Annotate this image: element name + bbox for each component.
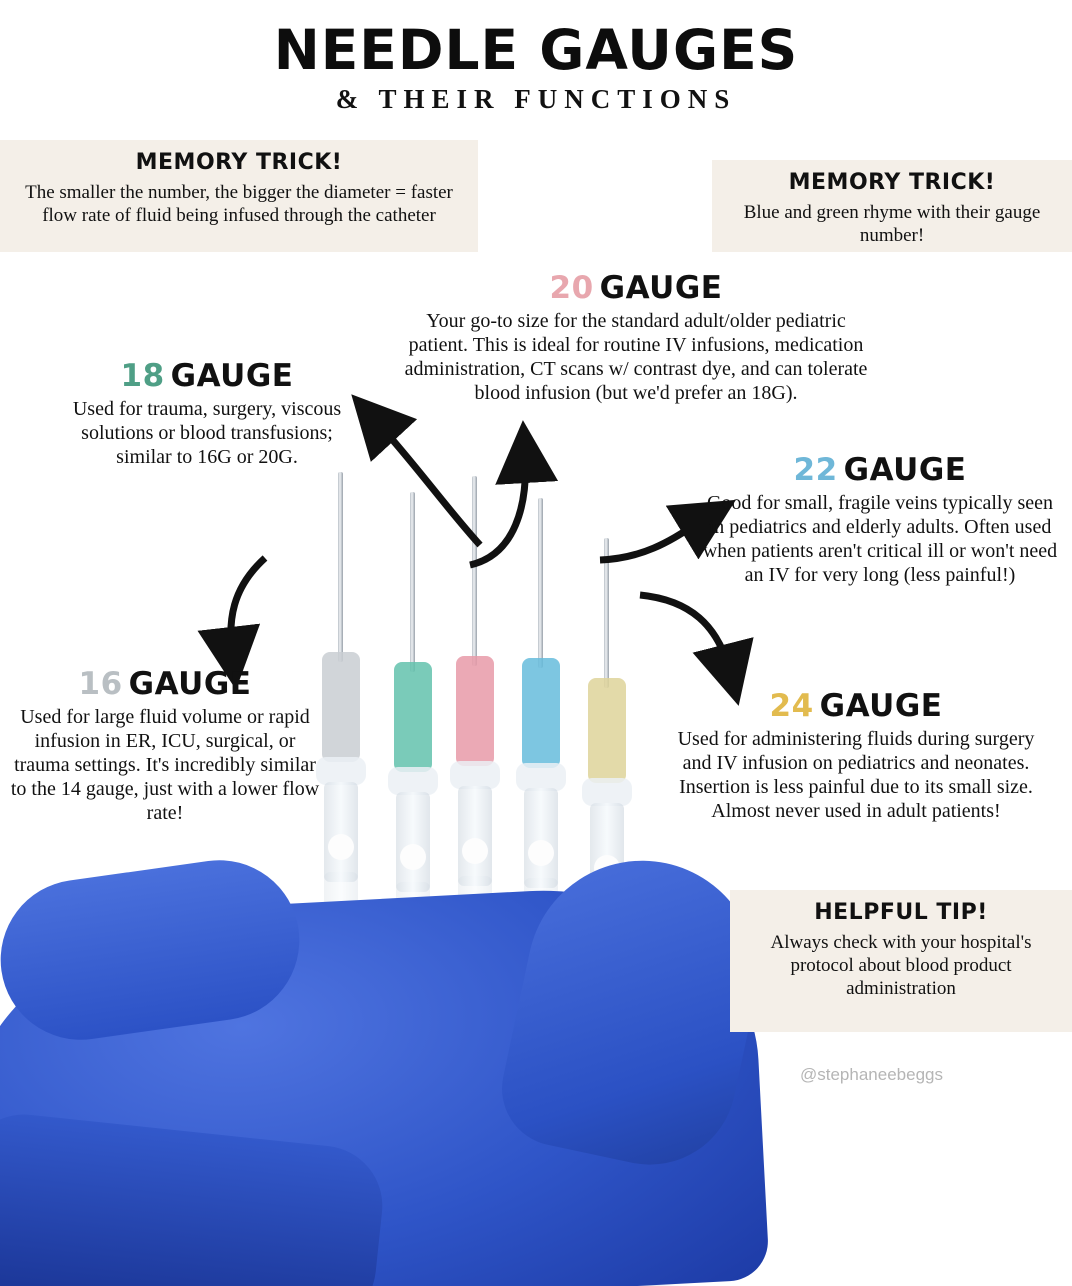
needle-plunger: [462, 838, 488, 864]
needle-plunger: [328, 834, 354, 860]
needle-plunger: [528, 840, 554, 866]
needle-shaft: [410, 492, 415, 672]
needle-shaft: [472, 476, 477, 666]
gauge-number: 18: [120, 358, 165, 394]
page-title: NEEDLE GAUGES: [273, 18, 799, 82]
gauge-block-18: [72, 358, 342, 469]
note-body: The smaller the number, the bigger the diameter = faster flow rate of fluid being infused through the catheter: [25, 181, 453, 226]
gauge-block-22: [700, 452, 1060, 587]
helpful-tip: [730, 890, 1072, 1032]
needle-shaft: [604, 538, 609, 688]
gauge-label: GAUGE: [599, 270, 723, 306]
gauge-label: GAUGE: [128, 666, 252, 702]
gauge-heading: [72, 358, 342, 395]
gauge-description: Used for trauma, surgery, viscous solutions or blood transfusions; similar to 16G or 20G.: [72, 398, 342, 469]
note-heading: HELPFUL TIP!: [814, 900, 988, 925]
needle-wings: [516, 763, 566, 791]
needle-wings: [450, 761, 500, 789]
needle-wings: [388, 767, 438, 795]
gauge-block-24: [676, 688, 1036, 823]
needle-hub: [522, 658, 560, 768]
needle-barrel: [324, 782, 358, 882]
needle-hub: [394, 662, 432, 772]
gauge-description: Used for large fluid volume or rapid infusion in ER, ICU, surgical, or trauma settings. It's incredibly similar to the 14 gauge, just with a lower flow rate!: [10, 706, 320, 825]
memory-trick-right: [712, 160, 1072, 252]
gauge-block-20: [400, 270, 872, 405]
watermark: @stephaneebeggs: [800, 1065, 943, 1084]
gauge-number: 20: [549, 270, 594, 306]
needle-hub: [588, 678, 626, 783]
needle-wings: [316, 757, 366, 785]
needle-plunger: [400, 844, 426, 870]
needle-barrel: [396, 792, 430, 892]
gauge-heading: [10, 666, 320, 703]
memory-trick-left: [0, 140, 478, 252]
needle-barrel: [458, 786, 492, 886]
gauge-description: Good for small, fragile veins typically seen in pediatrics and elderly adults. Often used when patients aren't critical ill or won't need an IV for very long (less painful!): [702, 492, 1058, 587]
gauge-label: GAUGE: [170, 358, 294, 394]
gauge-number: 16: [78, 666, 123, 702]
note-heading: MEMORY TRICK!: [788, 170, 996, 195]
gauge-number: 22: [793, 452, 838, 488]
gauge-label: GAUGE: [819, 688, 943, 724]
note-body: Always check with your hospital's protocol about blood product administration: [770, 931, 1032, 1000]
gauge-number: 24: [769, 688, 814, 724]
needle-shaft: [338, 472, 343, 662]
gauge-heading: [676, 688, 1036, 725]
gauge-description: Used for administering fluids during surgery and IV infusion on pediatrics and neonates. Insertion is less painful due to its small size. Almost never used in adult patients!: [677, 728, 1035, 823]
gauge-block-16: [10, 666, 320, 825]
page-subtitle: & THEIR FUNCTIONS: [335, 84, 737, 114]
needle-wings: [582, 778, 632, 806]
note-body: Blue and green rhyme with their gauge number!: [743, 201, 1041, 246]
needle-shaft: [538, 498, 543, 668]
needle-hub: [322, 652, 360, 762]
needle-hub: [456, 656, 494, 766]
note-heading: MEMORY TRICK!: [135, 150, 343, 175]
gauge-label: GAUGE: [843, 452, 967, 488]
gauge-heading: [700, 452, 1060, 489]
gauge-description: Your go-to size for the standard adult/older pediatric patient. This is ideal for routine IV infusions, medication administration, CT scans w/ contrast dye, and can tolerate blood infusion (but we'd prefer an 18G).: [404, 310, 868, 405]
needle-barrel: [524, 788, 558, 888]
gauge-heading: [400, 270, 872, 307]
